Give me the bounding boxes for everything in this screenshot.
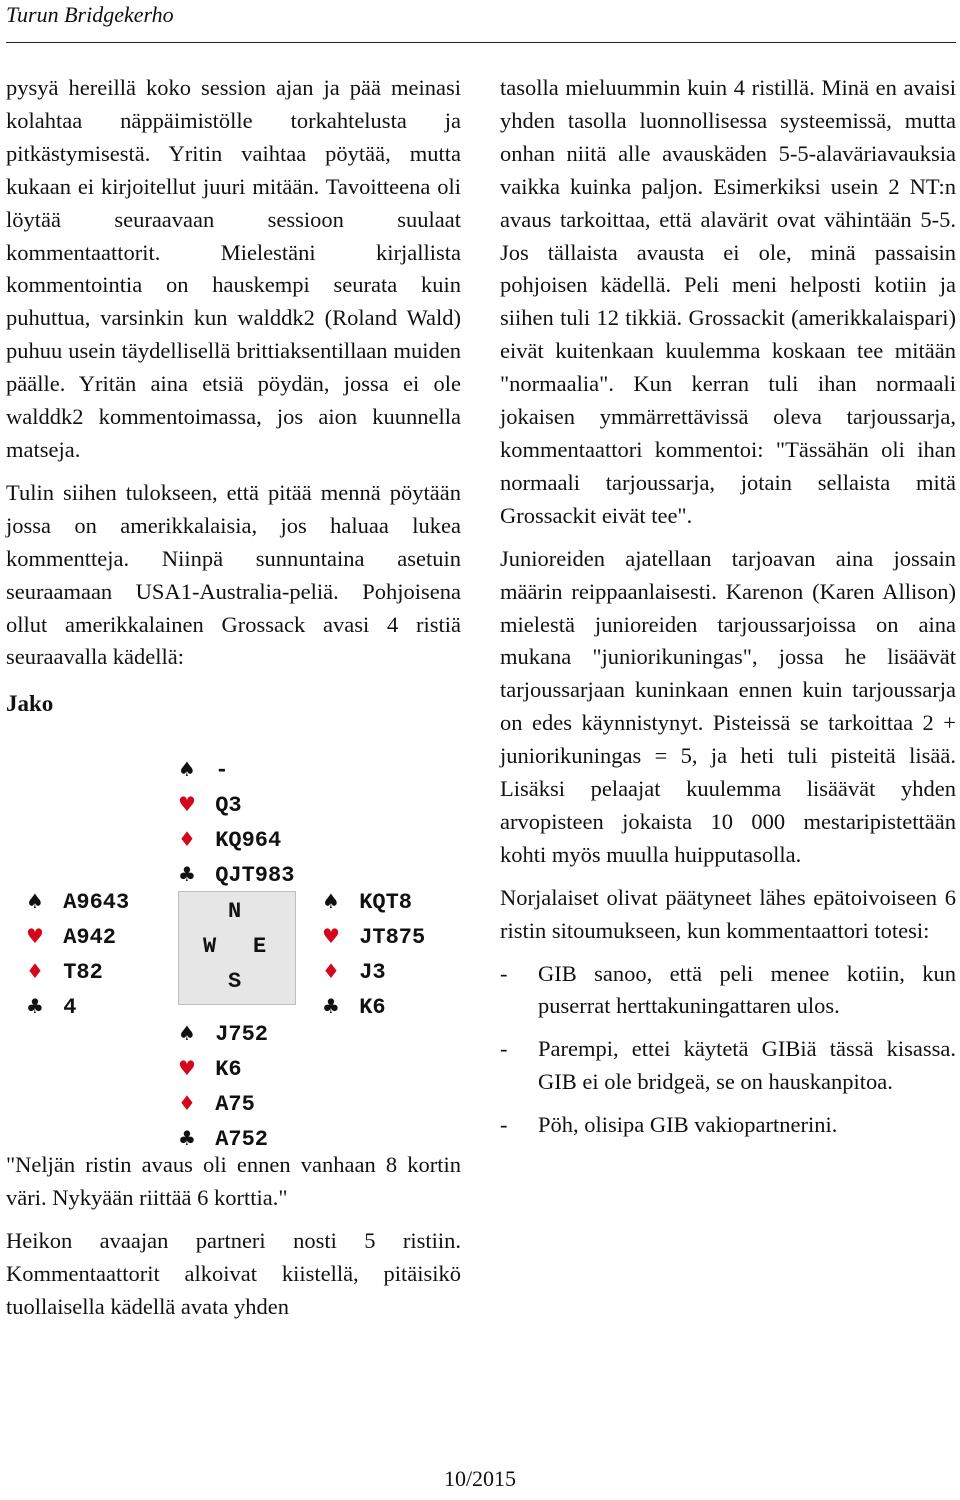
club-icon: ♣ [178, 1125, 196, 1150]
right-column [500, 72, 956, 1152]
north-diamonds: KQ964 [215, 828, 282, 854]
east-diamonds: J3 [359, 960, 386, 986]
paragraph: tasolla mieluummin kuin 4 ristillä. Minä en avaisi yhden tasolla luonnollisessa systeemissä, mutta onhan niitä alle avauskäden 5-5-alaväriavauksia vaikka kuinka paljon. Esimerkiksi usein 2 NT:n avaus tarkoittaa, että alavärit ovat vähintään 5-5. Jos tällaista avausta ei ole, minä passaisin pohjoisen kädellä. Peli meni helposti kotiin ja siihen tuli 12 tikkiä. Grossackit (amerikkalaispari) eivät kuitenkaan kuulemma koskaan tee mitään "normaalia". Kun kerran tuli ihan normaali jokaisen ymmärrettävissä oleva tarjoussarja, kommentaattori kommentoi: "Tässähän oli ihan normaali tarjoussarja, jotain sellaista mitä Grossackit eivät tee". [500, 75, 956, 528]
list-item: - Parempi, ettei käytetä GIBiä tässä kisassa. GIB ei ole bridgeä, se on hauskanpitoa. [500, 1033, 956, 1099]
west-diamonds: T82 [63, 960, 103, 986]
deal-heading: Jako [6, 691, 54, 717]
west-clubs: 4 [63, 994, 77, 1020]
compass-east: E [253, 934, 267, 960]
page-footer: 10/2015 [443, 1466, 517, 1491]
diamond-icon: ♦ [26, 959, 44, 984]
spade-icon: ♠ [322, 889, 340, 914]
paragraph: Tulin siihen tulokseen, että pitää mennä pöytään jossa on amerikkalaisia, jos haluaa lukea kommentteja. Niinpä sunnuntaina asetuin seuraamaan USA1-Australia-peliä. Pohjoisena ollut amerikkalainen Grossack avasi 4 ristiä seuraavalla kädellä: [6, 479, 461, 670]
diamond-icon: ♦ [178, 827, 196, 852]
south-clubs: A752 [215, 1126, 269, 1152]
paragraph: pysyä hereillä koko session ajan ja pää meinasi kolahtaa näppäimistölle torkahtelusta ja pitkästymisestä. Yritin vaihtaa pöytää, mutta kukaan ei kirjoitellut juuri mitään. Tavoitteena oli löytää seuraavaan sessioon suulaat kommentaattorit. Mielestäni kirjallista kommentointia on hauskempi seurata kuin puhuttua, varsinkin kun walddk2 (Roland Wald) puhuu usein täydellisellä brittiaksentillaan muiden päälle. Yritän aina etsiä pöydän, jossa ei ole walddk2 kommentoimassa, jos aion kuunnella matseja. [6, 75, 461, 462]
header-divider [6, 42, 956, 43]
north-hand [178, 753, 294, 893]
heart-icon: ♥ [26, 924, 44, 949]
paragraph: Norjalaiset olivat päätyneet lähes epätoivoiseen 6 ristin sitoumukseen, kun kommentaattori totesi: [500, 884, 956, 943]
north-hearts: Q3 [215, 793, 242, 819]
spade-icon: ♠ [26, 889, 44, 914]
commentator-quote: "Neljän ristin avaus oli ennen vanhaan 8 kortin väri. Nykyään riittää 6 korttia." [6, 1152, 461, 1211]
list-item: - GIB sanoo, että peli menee kotiin, kun puserrat herttakuningattaren ulos. [500, 958, 956, 1024]
east-spades: KQT8 [359, 890, 413, 916]
south-spades: J752 [215, 1022, 269, 1048]
comment-list [500, 958, 956, 1143]
east-hearts: JT875 [359, 925, 426, 951]
left-column [6, 72, 461, 1334]
club-icon: ♣ [26, 993, 44, 1018]
heart-icon: ♥ [178, 1056, 196, 1081]
south-hand [178, 1017, 268, 1157]
north-clubs: QJT983 [215, 862, 295, 888]
north-spades: - [215, 758, 229, 784]
bridge-deal-diagram [6, 729, 461, 1152]
club-icon: ♣ [178, 861, 196, 886]
diamond-icon: ♦ [322, 959, 340, 984]
newsletter-title: Turun Bridgekerho [6, 2, 174, 27]
west-hearts: A942 [63, 925, 117, 951]
compass-north: N [228, 899, 242, 925]
south-hearts: K6 [215, 1057, 242, 1083]
west-spades: A9643 [63, 890, 130, 916]
paragraph: Heikon avaajan partneri nosti 5 ristiin. Kommentaattorit alkoivat kiistellä, pitäisikö tuollaisella kädellä avata yhden [6, 1228, 461, 1319]
west-hand [26, 885, 129, 1025]
spade-icon: ♠ [178, 757, 196, 782]
east-clubs: K6 [359, 994, 386, 1020]
compass-south: S [228, 969, 242, 995]
spade-icon: ♠ [178, 1021, 196, 1046]
diamond-icon: ♦ [178, 1091, 196, 1116]
south-diamonds: A75 [215, 1092, 255, 1118]
list-item: - Pöh, olisipa GIB vakiopartnerini. [500, 1109, 956, 1142]
east-hand [322, 885, 425, 1025]
heart-icon: ♥ [322, 924, 340, 949]
compass-box [178, 891, 296, 1005]
paragraph: Junioreiden ajatellaan tarjoavan aina jossain määrin reippaanlaisesti. Karenon (Karen Allison) mielestä junioreiden tarjoussarjoissa on aina mukana "juniorikuningas", jossa he lisäävät tarjoussarjaan kuninkaan ennen kuin tarjoussarja on edes käynnistynyt. Pisteissä se tarkoittaa 2 + juniorikuningas = 5, ja heti tuli pisteitä lisää. Lisäksi pelaajat kuulemma lisäävät yhden arvopisteen jokaista 10 000 mestaripistettään kohti myös muulla huipputasolla. [500, 545, 956, 867]
compass-west: W [203, 934, 217, 960]
heart-icon: ♥ [178, 792, 196, 817]
club-icon: ♣ [322, 993, 340, 1018]
